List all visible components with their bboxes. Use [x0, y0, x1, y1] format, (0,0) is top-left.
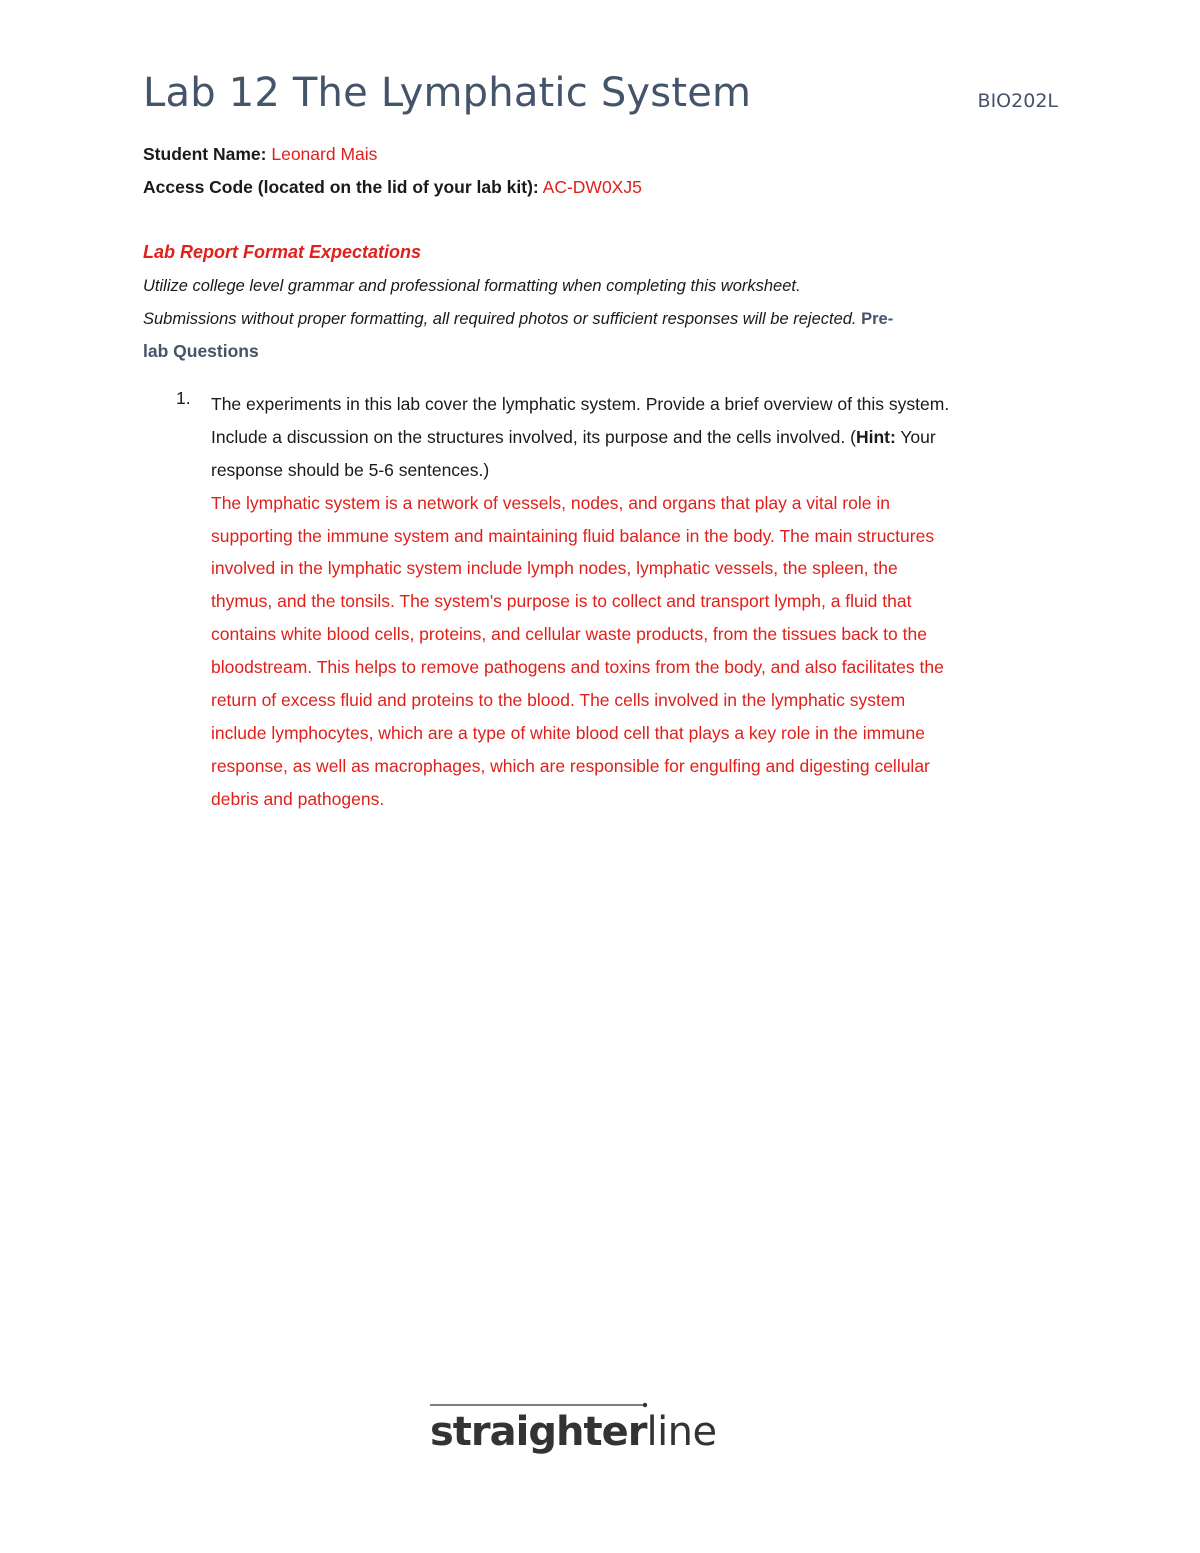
answer-text	[211, 487, 1071, 816]
prelab-heading-part-2: lab Questions	[143, 341, 259, 361]
access-code-line	[143, 177, 642, 198]
expectations-heading: Lab Report Format Expectations	[143, 242, 422, 262]
prelab-heading-part-1: Pre-	[861, 310, 894, 328]
logo-text: straighterline	[430, 1409, 717, 1455]
course-code: BIO202L	[977, 90, 1058, 112]
answer-line: contains white blood cells, proteins, and cellular waste products, from the tissues back to the	[211, 624, 927, 645]
expectations-line-2	[143, 310, 893, 329]
student-name-value: Leonard Mais	[271, 144, 378, 164]
answer-line: thymus, and the tonsils. The system's purpose is to collect and transport lymph, a fluid that	[211, 591, 912, 612]
answer-line: debris and pathogens.	[211, 788, 385, 809]
answer-line: response, as well as macrophages, which are responsible for engulfing and digesting cellular	[211, 755, 930, 776]
expectations-line-2-text: Submissions without proper formatting, all required photos or sufficient responses will be rejected.	[143, 310, 857, 328]
expectations-line-1: Utilize college level grammar and professional formatting when completing this worksheet.	[143, 277, 801, 295]
straighterline-logo	[430, 1395, 760, 1465]
question-line-2	[211, 421, 1071, 454]
answer-line: return of excess fluid and proteins to the blood. The cells involved in the lymphatic system	[211, 690, 906, 711]
answer-line: The lymphatic system is a network of vessels, nodes, and organs that play a vital role in	[211, 492, 890, 513]
question-line-2-tail: Your	[895, 426, 936, 447]
answer-line: supporting the immune system and maintaining fluid balance in the body. The main structures	[211, 525, 935, 546]
student-name-line	[143, 144, 377, 165]
answer-line: involved in the lymphatic system include lymph nodes, lymphatic vessels, the spleen, the	[211, 558, 898, 579]
question-line-3: response should be 5-6 sentences.)	[211, 459, 490, 480]
question-line-2-text: Include a discussion on the structures involved, its purpose and the cells involved. (	[211, 426, 856, 447]
question-number: 1.	[176, 388, 191, 408]
question-line-1: The experiments in this lab cover the lymphatic system. Provide a brief overview of this system.	[211, 394, 950, 414]
answer-line: include lymphocytes, which are a type of white blood cell that plays a key role in the immune	[211, 722, 925, 743]
access-code-label: Access Code (located on the lid of your lab kit):	[143, 177, 539, 197]
page-title: Lab 12 The Lymphatic System	[143, 70, 752, 116]
answer-line: bloodstream. This helps to remove pathogens and toxins from the body, and also facilitates the	[211, 657, 944, 678]
logo-dot	[643, 1403, 647, 1407]
access-code-value: AC-DW0XJ5	[542, 177, 642, 197]
student-name-label: Student Name:	[143, 144, 267, 164]
hint-label: Hint:	[855, 426, 896, 447]
question-1	[211, 388, 1071, 816]
